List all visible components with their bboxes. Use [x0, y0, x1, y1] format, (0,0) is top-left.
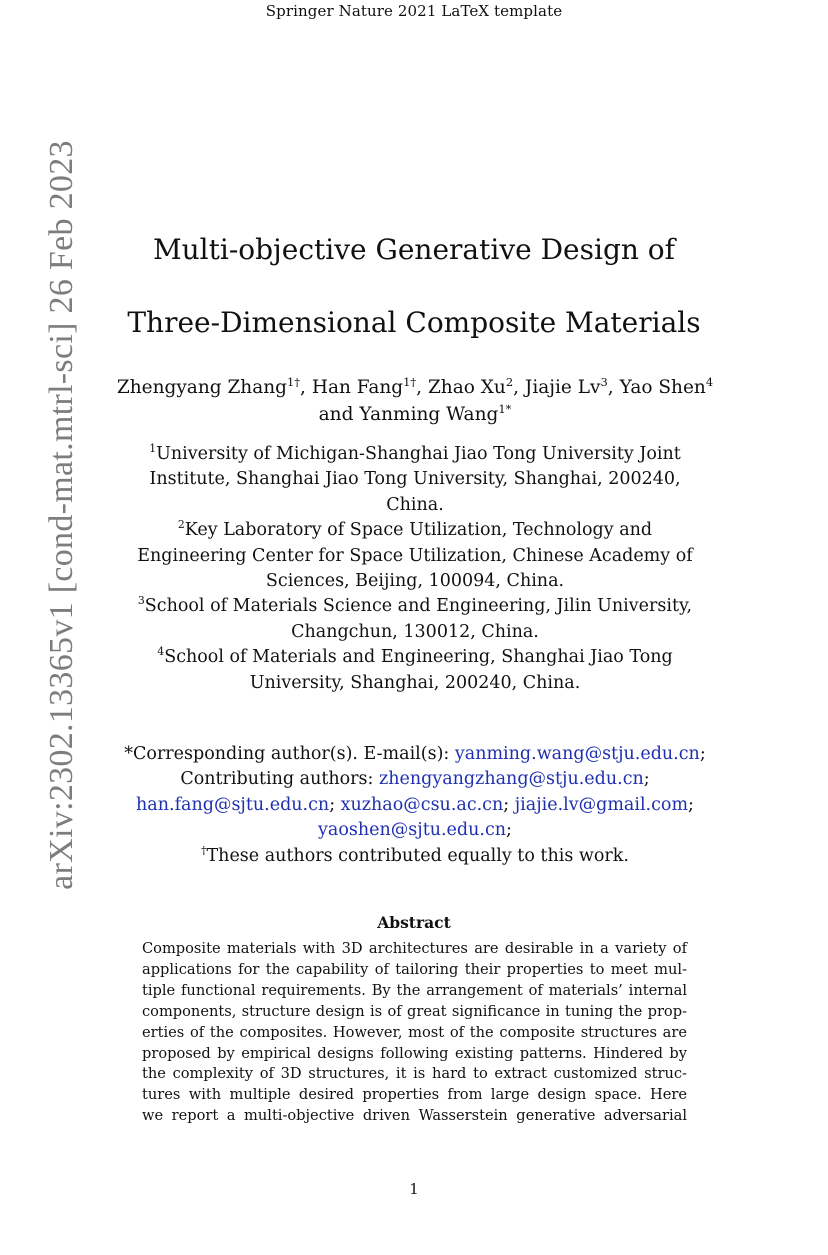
affiliation-line: School of Materials and Engineering, Shanghai Jiao Tong: [164, 647, 673, 668]
arxiv-identifier-stamp: arXiv:2302.13365v1 [cond-mat.mtrl-sci] 26 Feb 2023: [43, 140, 80, 890]
affiliation-4: [110, 645, 720, 696]
author-separator: ,: [607, 377, 620, 398]
affiliation-line: School of Materials Science and Engineering, Jilin University,: [144, 596, 693, 617]
corresponding-author-label: *Corresponding author(s). E-mail(s):: [124, 744, 450, 764]
affiliation-line: China.: [386, 494, 444, 515]
affiliation-line: Changchun, 130012, China.: [291, 621, 539, 642]
author-affiliation-marker: 1*: [498, 401, 512, 416]
affiliation-line: Sciences, Beijing, 100094, China.: [265, 571, 565, 592]
author-name: Zhao Xu: [427, 377, 506, 398]
email-link[interactable]: han.fang@sjtu.edu.cn: [136, 794, 330, 815]
page-number: 1: [409, 1180, 419, 1198]
affiliation-number: 2: [177, 518, 185, 532]
corresponding-email-link[interactable]: yanming.wang@stju.edu.cn: [454, 744, 700, 764]
affiliation-line: Key Laboratory of Space Utilization, Technology and: [184, 520, 653, 541]
affiliation-line: University of Michigan-Shanghai Jiao Tong University Joint: [156, 444, 681, 464]
affiliation-2: [110, 518, 720, 594]
affiliation-line: University, Shanghai, 200240, China.: [249, 672, 581, 693]
author-affiliation-marker: 1†: [287, 374, 301, 389]
affiliation-3: [110, 594, 720, 645]
paper-title-line-1: Multi-objective Generative Design of: [152, 233, 676, 266]
affiliation-number: 3: [137, 594, 145, 608]
author-name: Yanming Wang: [359, 404, 499, 425]
abstract-body: [142, 939, 687, 1127]
author-separator: ,: [416, 377, 428, 398]
affiliation-line: Engineering Center for Space Utilization, Chinese Academy of: [137, 545, 693, 566]
abstract-line: tiple functional requirements. By the arrangement of materials’ internal: [142, 981, 687, 999]
abstract-line: proposed by empirical designs following existing patterns. Hindered by: [142, 1044, 687, 1062]
author-list: [110, 374, 720, 428]
abstract-line: the complexity of 3D structures, it is hard to extract customized struc-: [142, 1065, 687, 1083]
email-link[interactable]: xuzhao@csu.ac.cn: [340, 794, 504, 815]
affiliation-number: 4: [157, 645, 165, 659]
abstract-line: tures with multiple desired properties from large design space. Here: [142, 1086, 687, 1104]
email-link[interactable]: yaoshen@sjtu.edu.cn: [318, 820, 507, 841]
author-separator: ,: [513, 377, 525, 398]
corresponding-author-line: *Corresponding author(s). E-mail(s): yanming.wang@stju.edu.cn;: [124, 744, 706, 764]
equal-contribution-note: [100, 844, 730, 869]
email-link[interactable]: jiajie.lv@gmail.com: [514, 794, 689, 815]
abstract-heading: Abstract: [377, 913, 451, 932]
abstract-line: erties of the composites. However, most of the composite structures are: [142, 1023, 687, 1041]
author-separator: ,: [300, 377, 312, 398]
affiliation-list: [110, 442, 720, 696]
abstract-line: applications for the capability of tailoring their properties to meet mul-: [142, 960, 687, 978]
author-name: Han Fang: [311, 377, 404, 398]
abstract-line: we report a multi-objective driven Wasserstein generative adversarial: [142, 1107, 687, 1125]
running-header: Springer Nature 2021 LaTeX template: [265, 2, 563, 20]
abstract-line: Composite materials with 3D architectures are desirable in a variety of: [142, 940, 687, 957]
affiliation-1: [110, 442, 720, 518]
contributing-authors-line: Contributing authors: zhengyangzhang@stju.edu.cn;: [180, 769, 650, 790]
contributing-emails-line: yaoshen@sjtu.edu.cn;: [318, 820, 512, 841]
author-affiliation-marker: 4: [705, 374, 714, 389]
author-affiliation-marker: 1†: [403, 374, 417, 389]
author-separator: and: [318, 404, 360, 425]
affiliation-number: 1: [149, 442, 157, 456]
contributing-emails-line: han.fang@sjtu.edu.cn; xuzhao@csu.ac.cn; jiajie.lv@gmail.com;: [136, 794, 694, 815]
paper-title-line-2: Three-Dimensional Composite Materials: [127, 306, 701, 339]
affiliation-line: Institute, Shanghai Jiao Tong University, Shanghai, 200240,: [149, 469, 681, 490]
contributing-authors-label: Contributing authors:: [180, 769, 374, 790]
author-name: Jiajie Lv: [524, 377, 601, 398]
equal-contribution-text: These authors contributed equally to this work.: [206, 845, 629, 866]
dagger-marker: †: [201, 843, 207, 857]
email-link[interactable]: zhengyangzhang@stju.edu.cn: [379, 769, 644, 790]
contact-block: [100, 742, 730, 869]
author-affiliation-marker: 2: [505, 374, 514, 389]
abstract-line: components, structure design is of great significance in tuning the prop-: [142, 1002, 687, 1020]
author-affiliation-marker: 3: [600, 374, 608, 389]
author-name: Yao Shen: [619, 377, 706, 398]
author-name: Zhengyang Zhang: [116, 377, 288, 398]
